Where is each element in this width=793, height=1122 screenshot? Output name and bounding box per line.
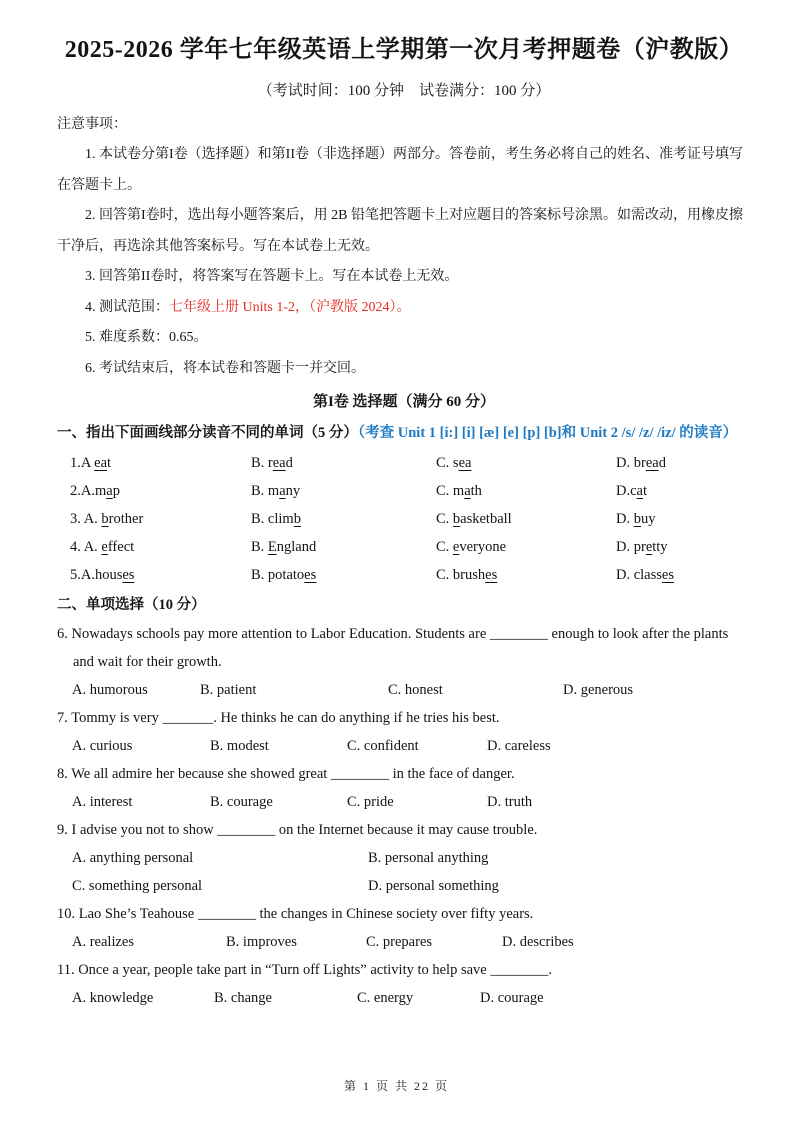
underlined-letters: e: [101, 539, 108, 556]
notice-item-5: 5. 难度系数：0.65。: [85, 330, 208, 346]
option-text-pre: D. class: [616, 567, 662, 584]
phonics-row: [57, 477, 751, 505]
option-text-pre: D.: [616, 511, 634, 528]
answer-option: C. prepares: [366, 934, 433, 951]
page-title: 2025-2026 学年七年级英语上学期第一次月考押题卷（沪教版）: [64, 37, 744, 63]
answer-option: B. patient: [200, 682, 257, 699]
options-row: [57, 928, 751, 956]
option-text-pre: C. m: [436, 483, 465, 500]
underlined-letters: es: [304, 567, 317, 584]
option-text-pre: B.: [251, 539, 268, 556]
options-row: [57, 732, 751, 760]
part2-heading: 二、单项选择（10 分）: [57, 597, 206, 614]
underlined-letters: b: [633, 511, 641, 528]
test-scope-highlight: 七年级上册 Units 1-2，（沪教版 2024）。: [169, 299, 411, 315]
answer-option: B. improves: [226, 934, 297, 951]
phonics-option: [70, 505, 251, 533]
option-text-pre: C.: [436, 511, 453, 528]
phonics-option: [616, 533, 668, 561]
option-text-post: d: [285, 455, 293, 472]
answer-option: D. generous: [563, 682, 634, 699]
option-text-post: asketball: [460, 511, 512, 528]
phonics-option: [70, 561, 251, 589]
answer-option: C. honest: [388, 682, 443, 699]
underlined-letters: e: [645, 539, 653, 556]
option-text-post: p: [112, 483, 120, 500]
phonics-row: [57, 561, 751, 589]
answer-option: D. courage: [480, 990, 544, 1007]
notice-item-4: [57, 293, 751, 324]
option-text-post: d: [658, 455, 666, 472]
question-stem: 6. Nowadays schools pay more attention to Labor Education. Students are ________ enough to look after the plants and wait for their growth.: [57, 626, 729, 671]
notice-item-6: 6. 考试结束后，将本试卷和答题卡一并交回。: [85, 360, 365, 376]
option-text-pre: B. r: [251, 455, 273, 472]
underlined-letters: a: [279, 483, 286, 500]
notice-item-1: 1. 本试卷分第I卷（选择题）和第II卷（非选择题）两部分。答卷前，考生务必将自己的姓名、准考证号填写在答题卡上。: [57, 147, 743, 193]
answer-option: B. change: [214, 990, 272, 1007]
notice-item-3: 3. 回答第II卷时，将答案写在答题卡上。写在本试卷上无效。: [85, 269, 459, 285]
option-text-pre: D. pr: [616, 539, 646, 556]
question-stem: 9. I advise you not to show ________ on the Internet because it may cause trouble.: [57, 822, 538, 839]
phonics-option: [70, 533, 251, 561]
option-text-post: th: [470, 483, 482, 500]
underlined-letters: a: [636, 483, 643, 500]
phonics-option: [616, 449, 666, 477]
answer-option: C. confident: [347, 738, 419, 755]
option-text-post: uy: [640, 511, 656, 528]
options-row: [57, 984, 751, 1012]
option-text-post: ngland: [276, 539, 317, 556]
page-number: 第 1 页 共 22 页: [343, 1079, 449, 1093]
question-stem: 8. We all admire her because she showed great ________ in the face of danger.: [57, 766, 515, 783]
underlined-letters: es: [661, 567, 675, 584]
answer-option: A. interest: [72, 794, 133, 811]
notice-item-4-label: 4. 测试范围：: [85, 299, 169, 315]
answer-option: B. modest: [210, 738, 269, 755]
phonics-table: [57, 449, 751, 589]
notice-heading: 注意事项：: [57, 117, 127, 133]
phonics-option: [616, 561, 674, 589]
answer-option: C. energy: [357, 990, 414, 1007]
option-text-pre: 2.A.m: [70, 483, 107, 500]
phonics-option: [70, 477, 251, 505]
phonics-option: [251, 533, 436, 561]
phonics-option: [251, 477, 436, 505]
phonics-option: [436, 533, 616, 561]
phonics-row: [57, 533, 751, 561]
answer-option: D. truth: [487, 794, 533, 811]
option-text-pre: B. clim: [251, 511, 294, 528]
phonics-option: [70, 449, 251, 477]
underlined-letters: b: [293, 511, 301, 528]
paper1-heading: 第I卷 选择题（满分 60 分）: [312, 394, 496, 411]
option-text-post: tty: [652, 539, 668, 556]
answer-option: D. careless: [487, 738, 551, 755]
option-text-pre: D.c: [616, 483, 637, 500]
phonics-option: [616, 505, 655, 533]
answer-option: A. realizes: [72, 934, 134, 951]
mcq-list: [57, 620, 751, 1012]
options-row: [57, 788, 751, 816]
phonics-option: [436, 449, 616, 477]
phonics-option: [436, 505, 616, 533]
phonics-option: [616, 477, 647, 505]
underlined-letters: E: [267, 539, 277, 556]
option-text-pre: 3. A.: [70, 511, 102, 528]
underlined-letters: a: [464, 483, 471, 500]
option-text-post: t: [107, 455, 112, 472]
underlined-letters: a: [106, 483, 113, 500]
part1-scope-note: （考查 Unit 1 [i:] [i] [æ] [e] [p] [b]和 Unit 2 /s/ /z/ /iz/ 的读音）: [357, 425, 738, 442]
underlined-letters: ea: [94, 455, 108, 472]
question-stem: 11. Once a year, people take part in “Turn off Lights” activity to help save ________.: [57, 962, 552, 979]
options-row: [57, 844, 751, 900]
part1-heading: [57, 418, 751, 448]
underlined-letters: es: [485, 567, 498, 584]
option-text-pre: C. brush: [436, 567, 486, 584]
underlined-letters: ea: [272, 455, 286, 472]
answer-option: A. humorous: [72, 682, 148, 699]
underlined-letters: e: [452, 539, 460, 556]
answer-option: B. personal anything: [368, 850, 489, 867]
phonics-row: [57, 505, 751, 533]
answer-option: C. pride: [347, 794, 394, 811]
notice-section: [57, 110, 751, 384]
option-text-pre: 5.A.hous: [70, 567, 123, 584]
answer-option: D. personal something: [368, 878, 499, 895]
answer-option: A. knowledge: [72, 990, 154, 1007]
option-text-post: veryone: [459, 539, 507, 556]
option-text-pre: C.: [436, 539, 453, 556]
underlined-letters: ea: [458, 455, 472, 472]
option-text-post: ny: [285, 483, 301, 500]
underlined-letters: es: [122, 567, 135, 584]
underlined-letters: b: [101, 511, 109, 528]
option-text-post: ffect: [107, 539, 135, 556]
notice-item-2: 2. 回答第I卷时，选出每小题答案后，用 2B 铅笔把答题卡上对应题目的答案标号涂黑。如需改动，用橡皮擦干净后，再选涂其他答案标号。写在本试卷上无效。: [57, 208, 743, 254]
option-text-pre: 1.A: [70, 455, 95, 472]
option-text-pre: B. potato: [251, 567, 305, 584]
option-text-pre: B. m: [251, 483, 280, 500]
underlined-letters: ea: [645, 455, 659, 472]
answer-option: C. something personal: [72, 878, 203, 895]
question-stem: 10. Lao She’s Teahouse ________ the changes in Chinese society over fifty years.: [57, 906, 534, 923]
phonics-row: [57, 449, 751, 477]
phonics-option: [251, 449, 436, 477]
answer-option: A. curious: [72, 738, 133, 755]
option-text-pre: D. br: [616, 455, 646, 472]
option-text-pre: C. s: [436, 455, 459, 472]
answer-option: B. courage: [210, 794, 273, 811]
question-stem: 7. Tommy is very _______. He thinks he can do anything if he tries his best.: [57, 710, 500, 727]
phonics-option: [251, 505, 436, 533]
phonics-option: [436, 561, 616, 589]
exam-time-score-info: （考试时间：100 分钟 试卷满分：100 分）: [257, 83, 551, 100]
option-text-post: t: [642, 483, 648, 500]
answer-option: D. describes: [502, 934, 574, 951]
part1-title: 一、指出下面画线部分读音不同的单词（5 分）: [57, 425, 358, 442]
phonics-option: [436, 477, 616, 505]
option-text-post: rother: [108, 511, 144, 528]
phonics-option: [251, 561, 436, 589]
options-row: [57, 676, 751, 704]
answer-option: A. anything personal: [72, 850, 194, 867]
option-text-pre: 4. A.: [70, 539, 102, 556]
underlined-letters: b: [452, 511, 461, 528]
